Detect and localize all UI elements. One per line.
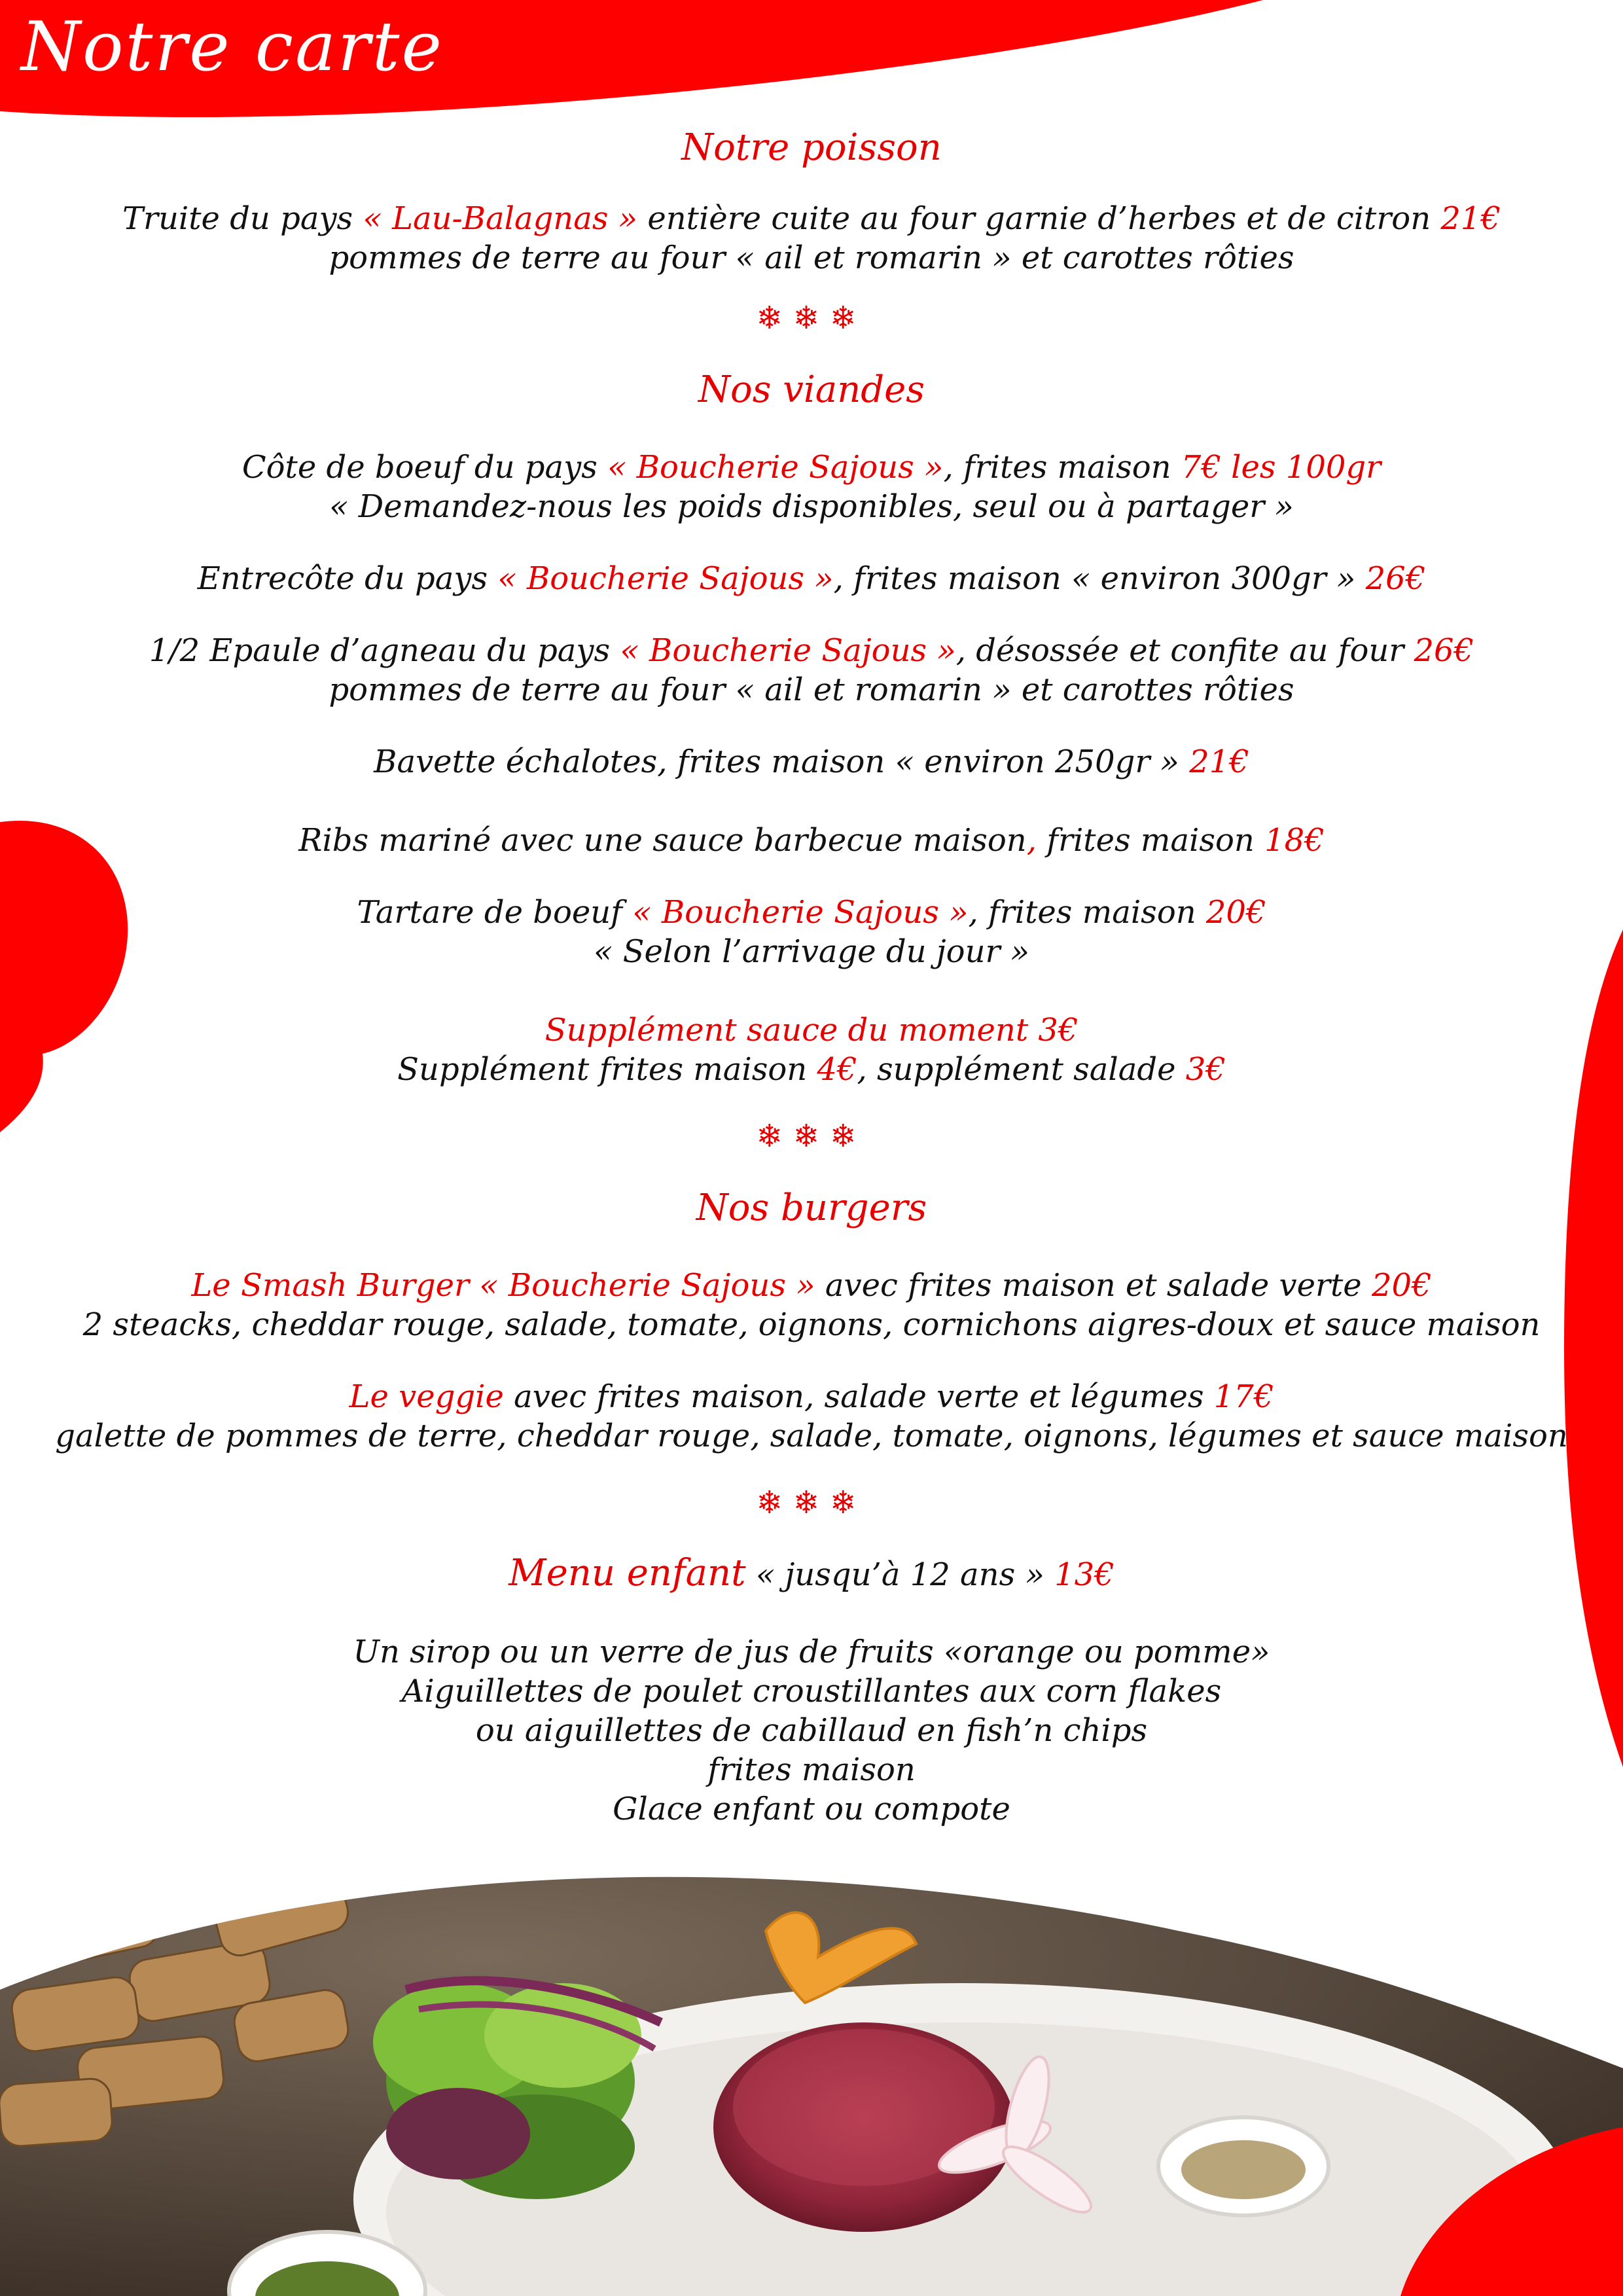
enfant-line: Un sirop ou un verre de jus de fruits «orange ou pomme»: [353, 1634, 1270, 1670]
price: 26€: [1414, 632, 1474, 669]
section-heading-viandes: Nos viandes: [698, 368, 925, 411]
menu-item-cote-de-boeuf-sub: « Demandez-nous les poids disponibles, seul ou à partager »: [329, 488, 1294, 525]
menu-item-veggie-sub: galette de pommes de terre, cheddar rouge, salade, tomate, oignons, légumes et sauce maison: [55, 1418, 1568, 1454]
price: 20€: [1205, 894, 1266, 931]
menu-item-smash-burger-sub: 2 steacks, cheddar rouge, salade, tomate, oignons, cornichons aigres-doux et sauce maison: [82, 1306, 1541, 1343]
menu-item-entrecote: Entrecôte du pays « Boucherie Sajous », frites maison « environ 300gr » 26€: [197, 560, 1426, 597]
snowflake-separator-icon: ❄❄❄: [756, 1484, 867, 1521]
enfant-line: frites maison: [707, 1751, 916, 1788]
menu-item-cote-de-boeuf: Côte de boeuf du pays « Boucherie Sajous », frites maison 7€ les 100gr: [241, 449, 1382, 486]
price: 21€: [1440, 200, 1501, 237]
enfant-line: Aiguillettes de poulet croustillantes aux corn flakes: [401, 1673, 1222, 1710]
price: 13€: [1054, 1556, 1115, 1593]
price: 17€: [1213, 1378, 1274, 1415]
page-title: Notre carte: [21, 7, 444, 86]
menu-item-tartare-sub: « Selon l’arrivage du jour »: [593, 933, 1030, 970]
enfant-line: Glace enfant ou compote: [613, 1791, 1010, 1827]
enfant-line: ou aiguillettes de cabillaud en fish’n chips: [475, 1712, 1148, 1749]
menu-item-epaule-agneau-sub: pommes de terre au four « ail et romarin » et carottes rôties: [329, 672, 1294, 708]
price: 26€: [1365, 560, 1426, 597]
menu-item-truite: Truite du pays « Lau-Balagnas » entière cuite au four garnie d’herbes et de citron 21€: [122, 200, 1501, 237]
supplement-sauce: Supplément sauce du moment 3€: [544, 1012, 1079, 1049]
menu-item-ribs: Ribs mariné avec une sauce barbecue maison, frites maison 18€: [298, 822, 1325, 859]
price: 7€ les 100gr: [1181, 449, 1382, 486]
menu-item-bavette: Bavette échalotes, frites maison « environ 250gr » 21€: [374, 744, 1249, 780]
section-heading-enfant: Menu enfant « jusqu’à 12 ans » 13€: [508, 1552, 1115, 1594]
menu-item-smash-burger: Le Smash Burger « Boucherie Sajous » avec frites maison et salade verte 20€: [191, 1267, 1432, 1304]
menu-item-epaule-agneau: 1/2 Epaule d’agneau du pays « Boucherie Sajous », désossée et confite au four 26€: [149, 632, 1474, 669]
tartare-plate-photo: [0, 1872, 1623, 2296]
snowflake-separator-icon: ❄❄❄: [756, 300, 867, 336]
menu-item-truite-sub: pommes de terre au four « ail et romarin » et carottes rôties: [329, 240, 1294, 276]
section-heading-burgers: Nos burgers: [696, 1187, 927, 1229]
section-heading-poisson: Notre poisson: [681, 126, 942, 169]
menu-item-veggie: Le veggie avec frites maison, salade verte et légumes 17€: [349, 1378, 1274, 1415]
price: 21€: [1189, 744, 1249, 780]
price: 18€: [1264, 822, 1325, 859]
price: 20€: [1371, 1267, 1432, 1304]
supplement-frites-salade: Supplément frites maison 4€, supplément salade 3€: [397, 1051, 1226, 1088]
snowflake-separator-icon: ❄❄❄: [756, 1118, 867, 1155]
menu-item-tartare: Tartare de boeuf « Boucherie Sajous », frites maison 20€: [357, 894, 1266, 931]
